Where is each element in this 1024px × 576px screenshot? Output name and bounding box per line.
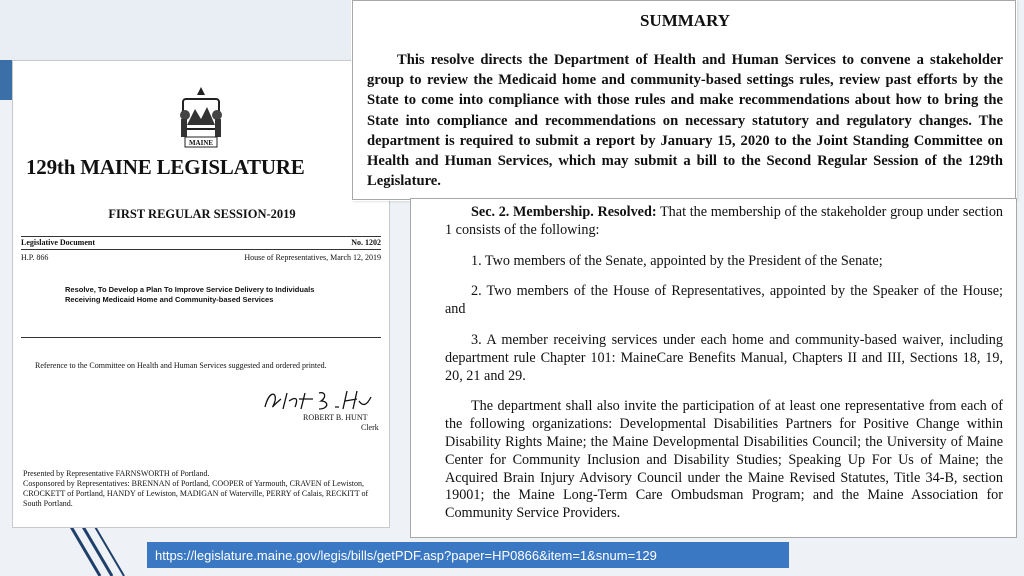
- presented-by: Presented by Representative FARNSWORTH of Portland.: [23, 469, 210, 478]
- background-panel: [0, 0, 355, 60]
- sponsors: [23, 469, 383, 509]
- member-item-2: 2. Two members of the House of Representatives, appointed by the Speaker of the House; and: [445, 283, 1003, 318]
- membership-body: [445, 204, 1003, 536]
- summary-excerpt: [352, 0, 1016, 200]
- seal-text: MAINE: [188, 139, 214, 147]
- cosponsored-by: Cosponsored by Representatives: BRENNAN of Portland, COOPER of Yarmouth, CRAVEN of Lewiston, CROCKETT of Portland, HANDY of Lewiston, MADIGAN of Waterville, PERRY of Calais, RECKITT of South Portland.: [23, 479, 369, 508]
- summary-body: This resolve directs the Department of Health and Human Services to convene a stakeholder group to review the Medicaid home and community-based settings rules, review past efforts by the State to come into compliance with those rules and make recommendations about how to bring the State into compliance and recommendations on necessary statutory and regulatory changes. The department is required to submit a report by January 15, 2020 to the Joint Standing Committee on Health and Human Services, which may submit a bill to the Second Regular Session of the 129th Legislature.: [367, 52, 1003, 190]
- resolve-title: Resolve, To Develop a Plan To Improve Service Delivery to Individuals Receiving Medicaid Home and Community-based Services: [65, 285, 315, 304]
- section-intro: That the membership of the stakeholder group under section 1 consists of the following:: [445, 204, 1004, 238]
- membership-excerpt: [410, 198, 1017, 538]
- member-item-3: 3. A member receiving services under each home and community-based waiver, including department rule Chapter 101: MaineCare Benefits Manual, Chapters II and III, Sections 18, 19, 20, 21 and 29.: [445, 331, 1003, 384]
- summary-heading: SUMMARY: [639, 11, 731, 30]
- signer-title: Clerk: [361, 423, 379, 432]
- divider: [21, 249, 381, 250]
- signature-image: [259, 387, 379, 415]
- document-number-row: [21, 238, 381, 248]
- committee-reference: Reference to the Committee on Health and Human Services suggested and ordered printed.: [35, 361, 327, 370]
- source-url[interactable]: https://legislature.maine.gov/legis/bills/getPDF.asp?paper=HP0866&item=1&snum=129: [147, 542, 789, 568]
- signer-name: ROBERT B. HUNT: [303, 413, 368, 422]
- divider: [21, 236, 381, 237]
- section-paragraph: [445, 204, 1003, 240]
- legislative-document-cover: [12, 60, 390, 528]
- paper-row: [21, 253, 381, 263]
- ld-number: No. 1202: [351, 238, 381, 247]
- divider: [21, 337, 381, 338]
- hp-number: H.P. 866: [21, 253, 49, 262]
- house-date: House of Representatives, March 12, 2019: [244, 253, 381, 262]
- session-title: FIRST REGULAR SESSION-2019: [108, 207, 296, 221]
- ld-label: Legislative Document: [21, 238, 95, 247]
- legislature-title: 129th MAINE LEGISLATURE: [26, 155, 305, 179]
- member-item-1: 1. Two members of the Senate, appointed by the President of the Senate;: [471, 252, 883, 269]
- maine-seal-icon: [175, 85, 227, 151]
- invite-paragraph: The department shall also invite the participation of at least one representative from each of the following organizations: Developmental Disabilities Partners for Positive Change within Disability Rights Maine; the Maine Developmental Disabilities Council; the University of Maine Center for Community Inclusion and Disability Studies; Speaking Up For Us of Maine; the Acquired Brain Injury Advisory Council under the Maine Revised Statutes, Title 34-B, section 19001; the Maine Long-Term Care Ombudsman Program; and the Maine Association for Community Service Providers.: [445, 398, 1003, 522]
- section-heading: Sec. 2. Membership. Resolved:: [471, 204, 657, 220]
- accent-bar: [0, 60, 12, 100]
